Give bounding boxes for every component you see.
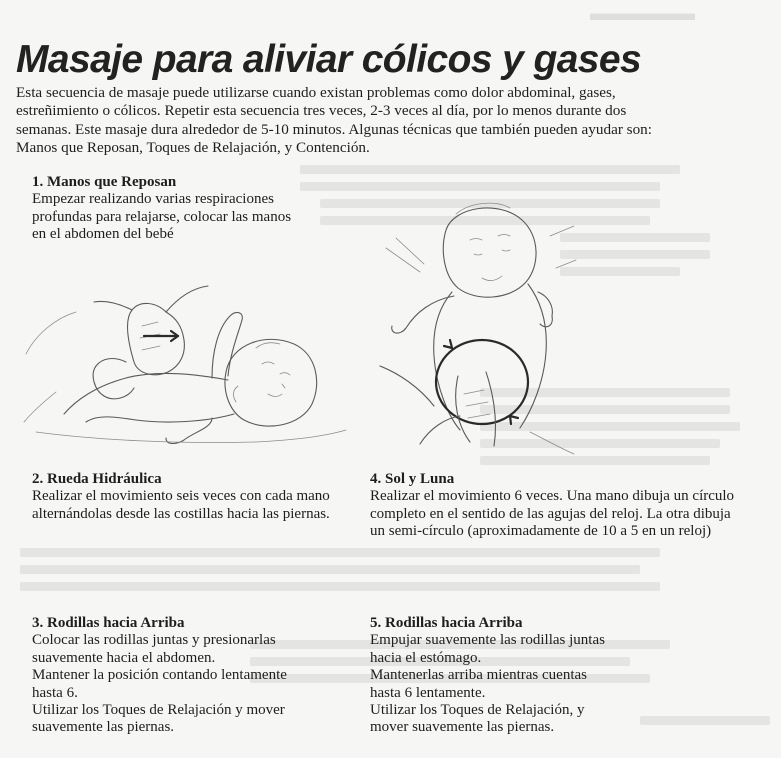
- step-1-text: Empezar realizando varias respiraciones profundas para relajarse, colocar las manos en el abdomen del bebé: [32, 191, 292, 243]
- step-3: [32, 615, 352, 737]
- step-4-heading: 4. Sol y Luna: [370, 471, 455, 487]
- step-5: [370, 615, 690, 737]
- step-2: [32, 471, 362, 523]
- step-5-heading: 5. Rodillas hacia Arriba: [370, 615, 523, 631]
- step-5-text: Empujar suavemente las rodillas juntas hacia el estómago. Mantenerlas arriba mientras cuentas hasta 6 lentamente. Utilizar los Toques de Relajación, y mover suavemente las piernas.: [370, 632, 605, 736]
- step-3-text: Colocar las rodillas juntas y presionarlas suavemente hacia el abdomen. Mantener la posición contando lentamente hasta 6. Utilizar los Toques de Relajación y mover suavemente las piernas.: [32, 632, 287, 736]
- step-1-heading: 1. Manos que Reposan: [32, 174, 177, 190]
- step-4: [370, 471, 770, 541]
- illustration-sun-and-moon: [360, 196, 590, 456]
- intro-paragraph: Esta secuencia de masaje puede utilizarse cuando existan problemas como dolor abdominal, gases, estreñimiento o cólicos. Repetir esta secuencia tres veces, 2-3 veces al día, por lo menos durante dos semanas. Este masaje dura alrededor de 5-10 minutos. Algunas técnicas que también pueden ayudar son: Manos que Reposan, Toques de Relajación, y Contención.: [16, 84, 652, 156]
- step-4-text: Realizar el movimiento 6 veces. Una mano dibuja un círculo completo en el sentido de las agujas del reloj. La otra dibuja un semi-círculo (aproximadamente de 10 a 5 en un reloj): [370, 488, 735, 540]
- step-2-text: Realizar el movimiento seis veces con cada mano alternándolas desde las costillas hacia las piernas.: [32, 488, 330, 522]
- step-2-heading: 2. Rueda Hidráulica: [32, 471, 162, 487]
- show-through-heading: ▬▬▬▬▬: [590, 2, 695, 25]
- step-1: [32, 174, 352, 244]
- step-3-heading: 3. Rodillas hacia Arriba: [32, 615, 185, 631]
- illustration-hands-on-abdomen: [16, 282, 356, 452]
- page-title: Masaje para aliviar cólicos y gases: [16, 38, 642, 82]
